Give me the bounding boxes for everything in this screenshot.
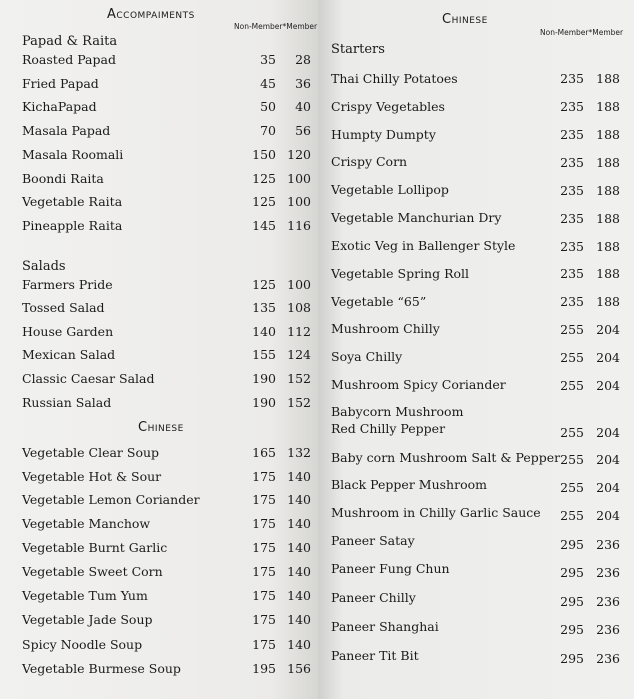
non-member-price: 50 [260,99,276,114]
non-member-price: 175 [252,540,276,555]
member-price: 204 [596,425,620,440]
non-member-price: 235 [560,239,584,254]
menu-item: Farmers Pride [22,277,113,292]
menu-item: Babycorn Mushroom [331,404,464,419]
non-member-price: 255 [560,452,584,467]
menu-item: Vegetable Lollipop [331,182,449,197]
member-price: 236 [596,537,620,552]
menu-item: Mushroom in Chilly Garlic Sauce [331,505,541,520]
member-price: 156 [287,661,311,676]
member-price: 188 [596,99,620,114]
member-price: 108 [287,300,311,315]
non-member-price: 235 [560,99,584,114]
non-member-price: 295 [560,565,584,580]
menu-item: Vegetable Tum Yum [22,588,148,603]
menu-item: Masala Roomali [22,147,124,162]
member-price: 204 [596,480,620,495]
non-member-price: 125 [252,171,276,186]
non-member-price: 190 [252,371,276,386]
menu-item: Roasted Papad [22,52,116,67]
member-price: 36 [295,76,311,91]
menu-item: Mexican Salad [22,347,116,362]
non-member-price: 35 [260,52,276,67]
menu-item: Vegetable Jade Soup [22,612,153,627]
menu-item: Boondi Raita [22,171,104,186]
accompaiments-title: Accompaiments [107,7,195,22]
non-member-price: 175 [252,637,276,652]
menu-item: House Garden [22,324,114,339]
member-price: 188 [596,239,620,254]
menu-item: Vegetable Sweet Corn [22,564,163,579]
menu-item: Vegetable Burnt Garlic [22,540,168,555]
non-member-price: 255 [560,480,584,495]
menu-item: Soya Chilly [331,349,403,364]
papad-raita-heading: Papad & Raita [22,34,118,49]
member-price: 100 [287,194,311,209]
non-member-price: 235 [560,183,584,198]
member-price: 236 [596,622,620,637]
non-member-price: 235 [560,155,584,170]
menu-item: Masala Papad [22,123,111,138]
non-member-price: 175 [252,564,276,579]
salads-heading: Salads [22,259,66,274]
member-price: 132 [287,445,311,460]
menu-item: Vegetable Manchurian Dry [331,210,502,225]
menu-item: KichaPapad [22,99,97,114]
right-column-headers: Non-Member*Member [540,28,624,37]
non-member-price: 295 [560,537,584,552]
non-member-price: 235 [560,211,584,226]
member-price: 204 [596,350,620,365]
member-price: 140 [287,637,311,652]
menu-item: Vegetable Spring Roll [331,266,470,281]
left-column-headers: Non-Member*Member [234,22,318,31]
menu-item: Vegetable Clear Soup [22,445,160,460]
non-member-price: 45 [260,76,276,91]
chinese-starters-title: Chinese [442,12,488,27]
menu-item: Vegetable Burmese Soup [22,661,181,676]
member-price: 112 [287,324,311,339]
non-member-price: 175 [252,588,276,603]
menu-item: Vegetable Lemon Coriander [22,492,200,507]
non-member-price: 255 [560,425,584,440]
member-price: 140 [287,469,311,484]
member-price: 236 [596,565,620,580]
menu-item: Pineapple Raita [22,218,123,233]
right-page [318,0,634,699]
non-member-price: 70 [260,123,276,138]
non-member-price: 235 [560,294,584,309]
menu-item: Classic Caesar Salad [22,371,155,386]
non-member-price: 175 [252,492,276,507]
non-member-price: 135 [252,300,276,315]
menu-item: Black Pepper Mushroom [331,477,487,492]
menu-item: Spicy Noodle Soup [22,637,143,652]
member-price: 204 [596,452,620,467]
menu-item: Baby corn Mushroom Salt & Pepper [331,450,561,465]
menu-item: Paneer Tit Bit [331,648,419,663]
member-price: 188 [596,183,620,198]
member-price: 188 [596,155,620,170]
non-member-price: 175 [252,516,276,531]
member-price: 152 [287,371,311,386]
non-member-price: 255 [560,378,584,393]
member-price: 188 [596,211,620,226]
non-member-price: 145 [252,218,276,233]
non-member-price: 295 [560,594,584,609]
menu-item: Russian Salad [22,395,112,410]
menu-item: Crispy Vegetables [331,99,445,114]
menu-item: Paneer Fung Chun [331,561,450,576]
menu-item: Humpty Dumpty [331,127,436,142]
member-price: 40 [295,99,311,114]
member-price: 140 [287,612,311,627]
non-member-price: 255 [560,508,584,523]
member-price: 100 [287,277,311,292]
starters-heading: Starters [331,42,385,57]
menu-item: Vegetable “65” [331,294,427,309]
non-member-price: 125 [252,277,276,292]
member-price: 152 [287,395,311,410]
non-member-price: 235 [560,266,584,281]
menu-item: Mushroom Spicy Coriander [331,377,506,392]
member-price: 28 [295,52,311,67]
menu-item: Vegetable Hot & Sour [22,469,162,484]
non-member-price: 175 [252,469,276,484]
chinese-soups-title: Chinese [138,420,184,435]
non-member-price: 155 [252,347,276,362]
member-price: 140 [287,492,311,507]
menu-item: Thai Chilly Potatoes [331,71,458,86]
non-member-price: 195 [252,661,276,676]
menu-item: Mushroom Chilly [331,321,440,336]
member-price: 188 [596,266,620,281]
menu-item: Exotic Veg in Ballenger Style [331,238,516,253]
non-member-price: 255 [560,350,584,365]
menu-item: Crispy Corn [331,154,408,169]
member-price: 140 [287,588,311,603]
menu-item: Vegetable Raita [22,194,123,209]
member-price: 204 [596,378,620,393]
member-price: 140 [287,564,311,579]
menu-item: Fried Papad [22,76,99,91]
member-price: 236 [596,651,620,666]
menu-item: Tossed Salad [22,300,105,315]
menu-item: Paneer Satay [331,533,415,548]
member-price: 188 [596,294,620,309]
non-member-price: 175 [252,612,276,627]
member-price: 124 [287,347,311,362]
non-member-price: 165 [252,445,276,460]
non-member-price: 190 [252,395,276,410]
non-member-price: 255 [560,322,584,337]
non-member-price: 235 [560,71,584,86]
member-price: 116 [287,218,311,233]
non-member-price: 150 [252,147,276,162]
member-price: 204 [596,508,620,523]
non-member-price: 295 [560,622,584,637]
member-price: 100 [287,171,311,186]
non-member-price: 125 [252,194,276,209]
member-price: 188 [596,127,620,142]
non-member-price: 140 [252,324,276,339]
member-price: 204 [596,322,620,337]
non-member-price: 235 [560,127,584,142]
menu-item-line2: Red Chilly Pepper [331,421,446,436]
member-price: 140 [287,540,311,555]
non-member-price: 295 [560,651,584,666]
menu-item: Paneer Chilly [331,590,416,605]
menu-item: Vegetable Manchow [22,516,151,531]
menu-item: Paneer Shanghai [331,619,439,634]
member-price: 120 [287,147,311,162]
member-price: 56 [295,123,311,138]
member-price: 236 [596,594,620,609]
member-price: 188 [596,71,620,86]
member-price: 140 [287,516,311,531]
